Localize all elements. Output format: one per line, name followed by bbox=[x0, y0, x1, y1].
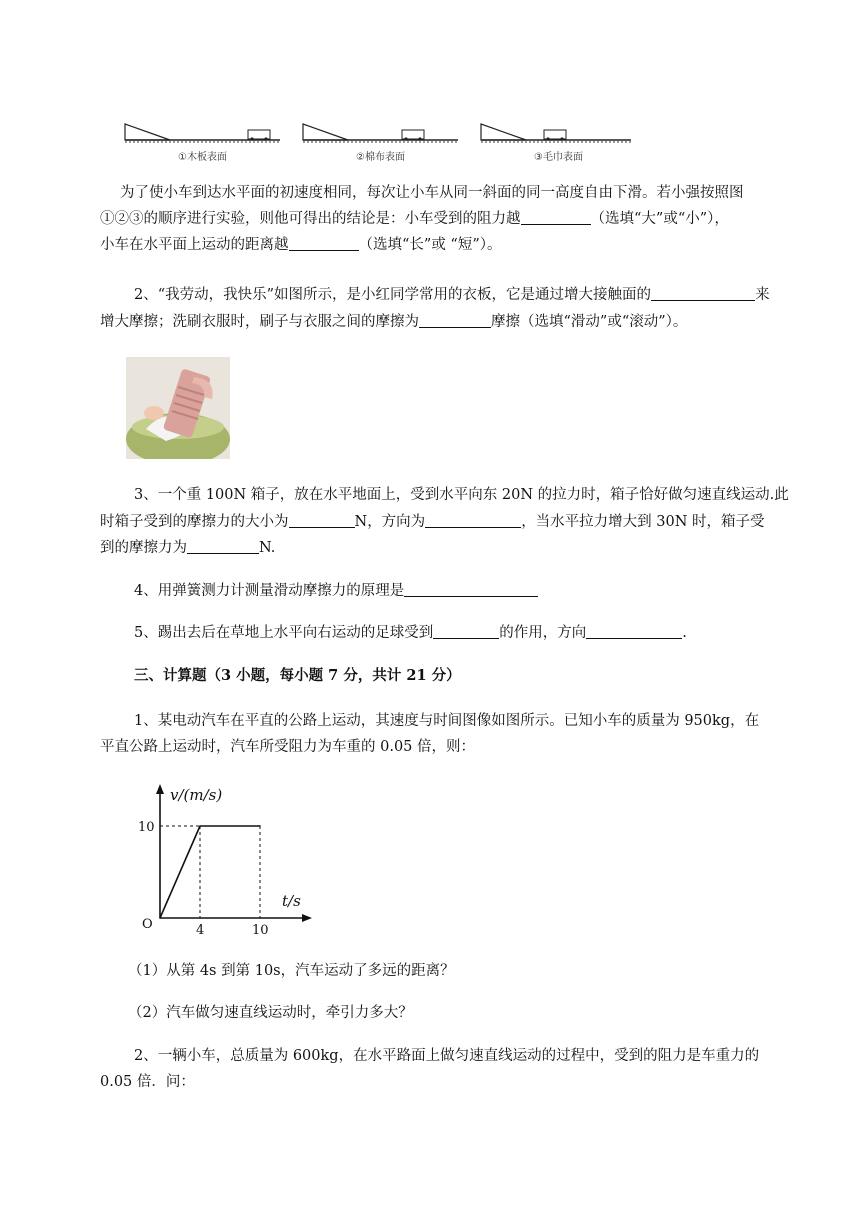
question-2-line-b bbox=[100, 1069, 800, 1095]
answer-blank[interactable] bbox=[521, 208, 591, 225]
paragraph-3-line-a bbox=[134, 482, 814, 508]
x-tick-label: 4 bbox=[196, 923, 205, 936]
q1-sub-2: （2）汽车做匀速直线运动时，牵引力多大？ bbox=[128, 1005, 413, 1021]
paragraph-1-line-b bbox=[100, 206, 800, 232]
paragraph-3-line-b bbox=[100, 509, 800, 535]
data-point bbox=[159, 917, 161, 919]
x-tick-label: 10 bbox=[252, 923, 269, 936]
p5-text-1: 5、踢出去后在草地上水平向右运动的足球受到 bbox=[134, 625, 434, 641]
question-2-line-a bbox=[134, 1043, 814, 1069]
p1-line-b1: ①②③的顺序进行实验，则他可得出的结论是：小车受到的阻力越 bbox=[100, 211, 521, 227]
series-line-segment bbox=[160, 826, 200, 918]
incline-experiment-figures bbox=[120, 118, 640, 170]
velocity-time-graph bbox=[130, 776, 320, 936]
answer-blank[interactable] bbox=[651, 284, 755, 301]
incline-figure-cotton bbox=[303, 124, 458, 163]
p5-text-2: 的作用，方向 bbox=[499, 625, 587, 641]
paragraph-2-line-a bbox=[134, 282, 814, 308]
p3-line-b1: 时箱子受到的摩擦力的大小为 bbox=[100, 514, 289, 530]
p3-line-a: 3、一个重 100N 箱子，放在水平地面上，受到水平向东 20N 的拉力时，箱子恰好做匀速直线运动.此 bbox=[134, 487, 789, 503]
q2-line-b: 0.05 倍．问： bbox=[100, 1074, 195, 1090]
q1-sub-1: （1）从第 4s 到第 10s，汽车运动了多远的距离？ bbox=[128, 963, 455, 979]
y-tick-label: 10 bbox=[138, 820, 155, 835]
y-axis-arrow bbox=[156, 784, 164, 794]
q2-line-a: 2、一辆小车，总质量为 600kg，在水平路面上做匀速直线运动的过程中，受到的阻力是车重力的 bbox=[134, 1048, 760, 1064]
answer-blank[interactable] bbox=[289, 511, 355, 528]
p4-text: 4、用弹簧测力计测量滑动摩擦力的原理是 bbox=[134, 583, 405, 599]
x-axis-arrow bbox=[302, 914, 312, 922]
answer-blank[interactable] bbox=[433, 622, 499, 639]
p3-line-b3: ，当水平拉力增大到 30N 时，箱子受 bbox=[521, 514, 765, 530]
p1-line-b2: （选填“大”或“小”）， bbox=[590, 211, 729, 227]
p2-line-b2: 摩擦（选填“滑动”或“滚动”）。 bbox=[491, 314, 688, 330]
data-point bbox=[259, 825, 261, 827]
answer-blank[interactable] bbox=[586, 622, 682, 639]
question-1-line-a bbox=[134, 708, 814, 734]
p3-line-c1: 到的摩擦力为 bbox=[100, 540, 187, 556]
p3-line-c2: N. bbox=[259, 540, 276, 556]
answer-blank[interactable] bbox=[187, 537, 259, 554]
paragraph-1-line-c bbox=[100, 232, 800, 258]
question-1-line-b bbox=[100, 734, 800, 760]
answer-blank[interactable] bbox=[289, 234, 359, 251]
q1-line-b: 平直公路上运动时，汽车所受阻力为车重的 0.05 倍，则： bbox=[100, 739, 476, 755]
p1-line-a: 为了使小车到达水平面的初速度相同，每次让小车从同一斜面的同一高度自由下滑。若小强按照图 bbox=[120, 185, 744, 201]
paragraph-1 bbox=[120, 180, 800, 206]
incline-figure-towel bbox=[481, 124, 631, 163]
section-3-heading bbox=[134, 663, 834, 689]
caption-wood: ①木板表面 bbox=[178, 152, 227, 163]
caption-towel: ③毛巾表面 bbox=[534, 152, 583, 163]
p2-line-a1: 2、“我劳动，我快乐”如图所示，是小红同学常用的衣板，它是通过增大接触面的 bbox=[134, 287, 652, 303]
answer-blank[interactable] bbox=[425, 511, 521, 528]
p3-line-b2: N，方向为 bbox=[354, 514, 426, 530]
p2-line-b1: 增大摩擦；洗刷衣服时，刷子与衣服之间的摩擦为 bbox=[100, 314, 419, 330]
x-axis-label: t/s bbox=[282, 892, 301, 910]
p2-line-a2: 来 bbox=[755, 287, 770, 303]
paragraph-4 bbox=[134, 578, 834, 604]
p1-line-c1: 小车在水平面上运动的距离越 bbox=[100, 237, 289, 253]
question-1-sub-1 bbox=[128, 958, 828, 984]
caption-cotton: ②棉布表面 bbox=[356, 152, 405, 163]
answer-blank[interactable] bbox=[404, 580, 538, 597]
origin-label: O bbox=[142, 917, 153, 932]
y-axis-label: v/(m/s) bbox=[170, 786, 223, 804]
paragraph-5 bbox=[134, 620, 834, 646]
p5-text-3: . bbox=[682, 625, 687, 641]
p1-line-c2: （选填“长”或 “短”）。 bbox=[358, 237, 502, 253]
paragraph-3-line-c bbox=[100, 535, 800, 561]
data-point bbox=[199, 825, 201, 827]
incline-figure-wood bbox=[125, 124, 280, 163]
section-3-title: 三、计算题（3 小题，每小题 7 分，共计 21 分） bbox=[134, 667, 461, 684]
paragraph-2-line-b bbox=[100, 309, 800, 335]
washboard-photo bbox=[126, 357, 230, 459]
q1-line-a: 1、某电动汽车在平直的公路上运动，其速度与时间图像如图所示。已知小车的质量为 950kg，在 bbox=[134, 713, 760, 729]
answer-blank[interactable] bbox=[419, 311, 491, 328]
question-1-sub-2 bbox=[128, 1000, 828, 1026]
